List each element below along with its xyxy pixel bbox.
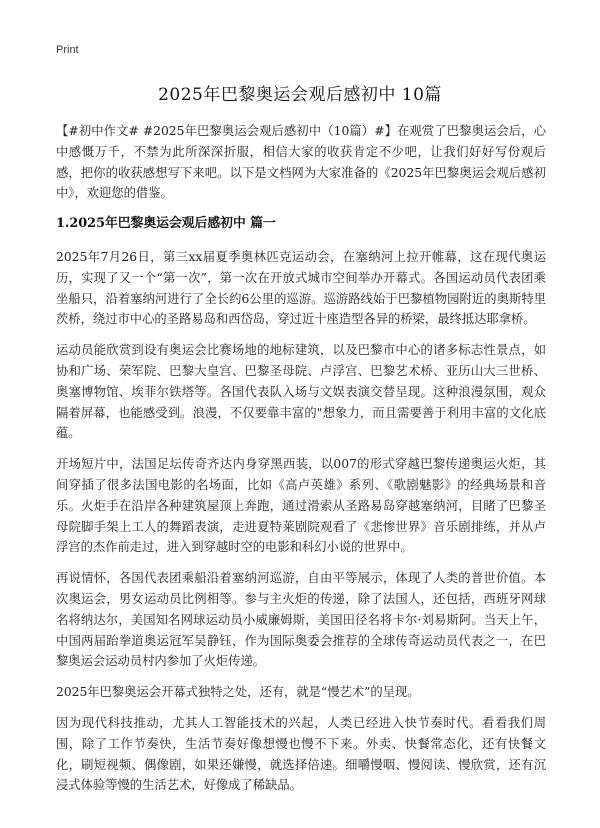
print-link[interactable]: Print [56, 44, 79, 56]
body-paragraph: 开场短片中，法国足坛传奇齐达内身穿黑西装，以007的形式穿越巴黎传递奥运火炬，其间穿插了很多法国电影的名场面，比如《高卢英雄》系列、《歌剧魅影》的经典场景和音乐。火炬手在沿岸各种建筑屋顶上奔跑，通过滑索从圣路易岛穿越塞纳河，目睹了巴黎圣母院脚手架上工人的舞蹈表演，走进夏特莱剧院观看了《悲惨世界》音乐剧排练，并从卢浮宫的杰作前走过，进入到穿越时空的电影和科幻小说的世界中。 [56, 457, 546, 555]
intro-paragraph: 【#初中作文# #2025年巴黎奥运会观后感初中（10篇）#】在观赏了巴黎奥运会后，心中感慨万千，不禁为此所深深折服，相信大家的收获肯定不少吧，让我们好好写份观后感，把你的收获感想写下来吧。以下是文档网为大家准备的《2025年巴黎奥运会观后感初中》，欢迎您的借鉴。 [56, 124, 546, 201]
page-title: 2025年巴黎奥运会观后感初中 10篇 [158, 85, 442, 105]
body-paragraph: 2025年7月26日，第三xx届夏季奥林匹克运动会，在塞纳河上拉开帷幕，这在现代奥运历，实现了又一个“第一次”，第一次在开放式城市空间举办开幕式。各国运动员代表团乘坐船只，沿着塞纳河进行了全长约6公里的巡游。巡游路线始于巴黎植物园附近的奥斯特里茨桥，绕过市中心的圣路易岛和西岱岛，穿过近十座造型各异的桥梁，最终抵达耶拿桥。 [56, 249, 546, 327]
section-heading: 1.2025年巴黎奥运会观后感初中 篇一 [56, 216, 276, 232]
body-paragraph: 运动员能欣赏到设有奥运会比赛场地的地标建筑，以及巴黎市中心的诸多标志性景点，如协和广场、荣军院、巴黎大皇宫、巴黎圣母院、卢浮宫、巴黎艺术桥、亚历山大三世桥、奥塞博物馆、埃菲尔铁塔等。各国代表队入场与文娱表演交替呈现。这种浪漫氛围，观众隔着屏幕，也能感受到。浪漫，不仅要靠丰富的"想象力，而且需要善于利用丰富的文化底蕴。 [56, 343, 546, 441]
body-paragraph: 2025年巴黎奥运会开幕式独特之处，还有，就是“慢艺术”的呈现。 [56, 685, 420, 700]
body-paragraph: 因为现代科技推动，尤其人工智能技术的兴起，人类已经进入快节奏时代。看看我们周围，除了工作节奏快，生活节奏好像想慢也慢不下来。外卖、快餐常态化，还有快餐文化，刷短视频、偶像剧，如果还嫌慢，就选择倍速。细嚼慢咽、慢阅读、慢欣赏，还有沉浸式体验等慢的生活艺术，好像成了稀缺品。 [56, 715, 546, 793]
body-paragraph: 再说情怀，各国代表团乘船沿着塞纳河巡游，自由平等展示，体现了人类的普世价值。本次奥运会，男女运动员比例相等。参与主火炬的传递，除了法国人，还包括，西班牙网球名将纳达尔，美国知名网球运动员小威廉姆斯，美国田径名将卡尔·刘易斯阿。当天上午，中国两届跆拳道奥运冠军吴静钰，作为国际奥委会推荐的全球传奇运动员代表之一，在巴黎奥运会运动员村内参加了火炬传递。 [56, 571, 546, 669]
article-body [56, 121, 546, 806]
